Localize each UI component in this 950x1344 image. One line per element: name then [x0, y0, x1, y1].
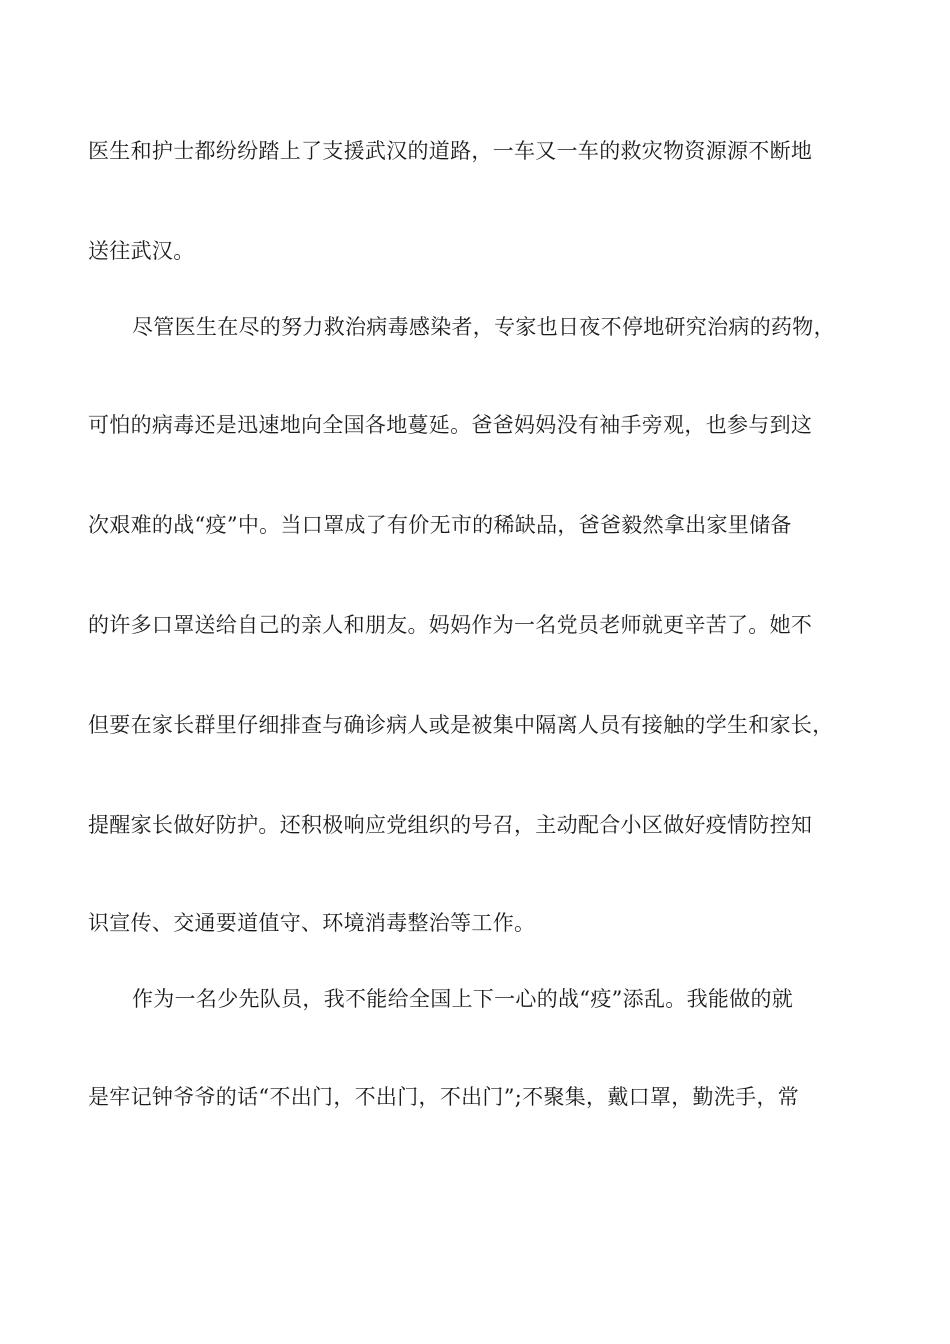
- paragraph-line: 可怕的病毒还是迅速地向全国各地蔓延。爸爸妈妈没有袖手旁观，也参与到这: [88, 413, 813, 437]
- paragraph-line: 的许多口罩送给自己的亲人和朋友。妈妈作为一名党员老师就更辛苦了。她不: [88, 613, 813, 637]
- paragraph-line: 送往武汉。: [88, 239, 195, 263]
- paragraph-line: 作为一名少先队员，我不能给全国上下一心的战“疫”添乱。我能做的就: [132, 987, 794, 1011]
- paragraph-line: 是牢记钟爷爷的话“不出门，不出门，不出门”;不聚集，戴口罩，勤洗手，常: [88, 1085, 800, 1109]
- paragraph-line: 提醒家长做好防护。还积极响应党组织的号召，主动配合小区做好疫情防控知: [88, 813, 813, 837]
- paragraph-line: 次艰难的战“疫”中。当口罩成了有价无市的稀缺品，爸爸毅然拿出家里储备: [88, 513, 792, 537]
- paragraph-line: 医生和护士都纷纷踏上了支援武汉的道路，一车又一车的救灾物资源源不断地: [88, 139, 813, 163]
- paragraph-line: 但要在家长群里仔细排查与确诊病人或是被集中隔离人员有接触的学生和家长，: [88, 713, 834, 737]
- paragraph-line: 识宣传、交通要道值守、环境消毒整治等工作。: [88, 911, 536, 935]
- paragraph-line: 尽管医生在尽的努力救治病毒感染者，专家也日夜不停地研究治病的药物，: [132, 315, 835, 339]
